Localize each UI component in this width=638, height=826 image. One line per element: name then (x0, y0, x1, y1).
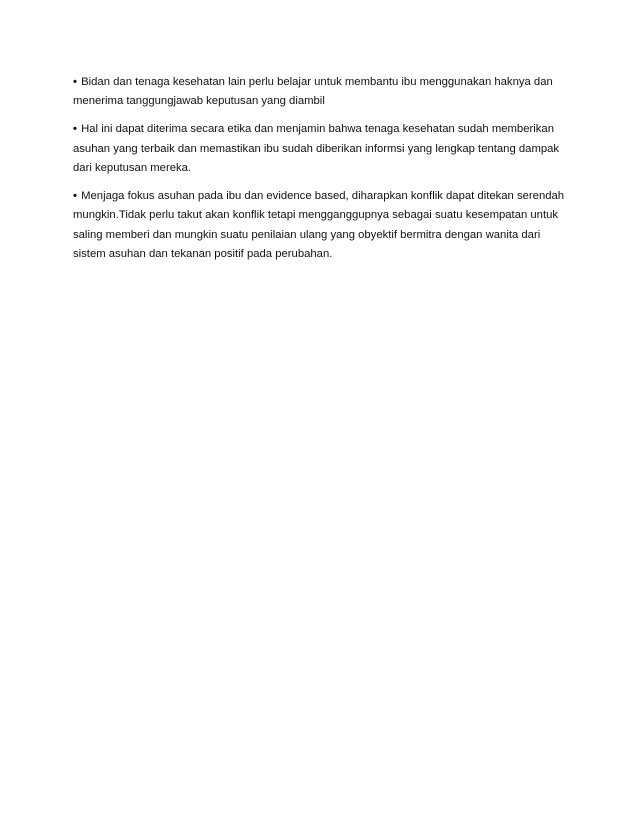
bullet-paragraph-1 (73, 73, 568, 112)
paragraph-text: Hal ini dapat diterima secara etika dan menjamin bahwa tenaga kesehatan sudah memberikan asuhan yang terbaik dan memastikan ibu sudah diberikan informsi yang lengkap tentang dampak dari keputusan mereka. (73, 123, 560, 175)
document-body (73, 73, 568, 273)
paragraph-text: Bidan dan tenaga kesehatan lain perlu belajar untuk membantu ibu menggunakan haknya dan menerima tanggungjawab keputusan yang diambil (73, 76, 553, 108)
bullet-glyph: • (73, 123, 77, 136)
bullet-glyph: • (73, 76, 77, 88)
paragraph-text: Menjaga fokus asuhan pada ibu dan evidence based, diharapkan konflik dapat ditekan serendah mungkin.Tidak perlu takut akan konflik tetapi mengganggupnya sebagai suatu kesempatan untuk saling memberi dan mungkin suatu penilaian ulang yang obyektif bermitra dengan wanita dari sistem asuhan dan tekanan positif pada perubahan. (73, 189, 565, 261)
bullet-paragraph-2 (73, 120, 568, 178)
bullet-paragraph-3 (73, 187, 568, 265)
bullet-glyph: • (73, 189, 77, 202)
